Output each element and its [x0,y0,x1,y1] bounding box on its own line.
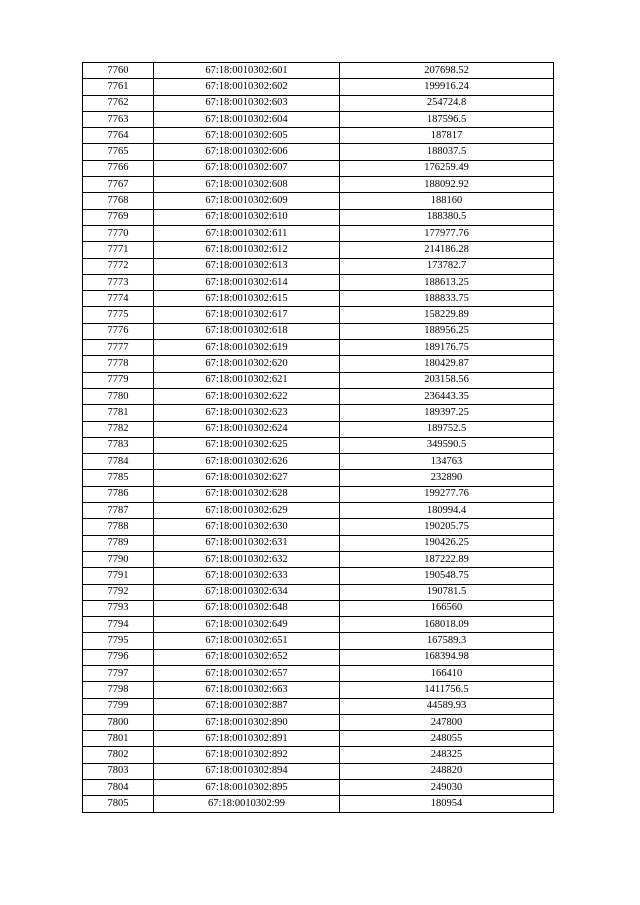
cadastral-number-cell: 67:18:0010302:648 [154,600,340,616]
value-cell: 189752.5 [340,421,554,437]
value-cell: 199916.24 [340,79,554,95]
row-number-cell: 7794 [83,617,154,633]
value-cell: 190426.25 [340,535,554,551]
table-row [83,128,554,144]
value-cell: 190205.75 [340,519,554,535]
cadastral-number-cell: 67:18:0010302:887 [154,698,340,714]
value-cell: 214186.28 [340,242,554,258]
cadastral-number-cell: 67:18:0010302:652 [154,649,340,665]
table-row [83,731,554,747]
value-cell: 188092.92 [340,177,554,193]
row-number-cell: 7804 [83,780,154,796]
cadastral-number-cell: 67:18:0010302:632 [154,551,340,567]
cadastral-number-cell: 67:18:0010302:628 [154,486,340,502]
cadastral-number-cell: 67:18:0010302:612 [154,242,340,258]
row-number-cell: 7781 [83,405,154,421]
cadastral-number-cell: 67:18:0010302:630 [154,519,340,535]
cadastral-number-cell: 67:18:0010302:634 [154,584,340,600]
row-number-cell: 7797 [83,665,154,681]
value-cell: 236443.35 [340,388,554,404]
row-number-cell: 7764 [83,128,154,144]
cadastral-number-cell: 67:18:0010302:605 [154,128,340,144]
table-row [83,763,554,779]
cadastral-number-cell: 67:18:0010302:895 [154,780,340,796]
cadastral-number-cell: 67:18:0010302:608 [154,177,340,193]
row-number-cell: 7785 [83,470,154,486]
table-row [83,307,554,323]
value-cell: 187222.89 [340,551,554,567]
row-number-cell: 7769 [83,209,154,225]
row-number-cell: 7792 [83,584,154,600]
table-row [83,225,554,241]
cadastral-number-cell: 67:18:0010302:651 [154,633,340,649]
row-number-cell: 7767 [83,177,154,193]
row-number-cell: 7768 [83,193,154,209]
cadastral-number-cell: 67:18:0010302:623 [154,405,340,421]
value-cell: 189397.25 [340,405,554,421]
cadastral-number-cell: 67:18:0010302:618 [154,323,340,339]
row-number-cell: 7803 [83,763,154,779]
cadastral-number-cell: 67:18:0010302:613 [154,258,340,274]
value-cell: 44589.93 [340,698,554,714]
row-number-cell: 7775 [83,307,154,323]
table-row [83,780,554,796]
row-number-cell: 7782 [83,421,154,437]
table-row [83,747,554,763]
table-row [83,160,554,176]
row-number-cell: 7779 [83,372,154,388]
value-cell: 203158.56 [340,372,554,388]
cadastral-number-cell: 67:18:0010302:606 [154,144,340,160]
table-row [83,470,554,486]
table-row [83,323,554,339]
value-cell: 232890 [340,470,554,486]
table-row [83,291,554,307]
table-row [83,421,554,437]
row-number-cell: 7786 [83,486,154,502]
table-row [83,519,554,535]
table-row [83,111,554,127]
table-row [83,568,554,584]
value-cell: 187817 [340,128,554,144]
cadastral-number-cell: 67:18:0010302:611 [154,225,340,241]
row-number-cell: 7771 [83,242,154,258]
table-row [83,698,554,714]
value-cell: 188380.5 [340,209,554,225]
table-row [83,193,554,209]
row-number-cell: 7772 [83,258,154,274]
table-row [83,356,554,372]
row-number-cell: 7765 [83,144,154,160]
table-row [83,551,554,567]
cadastral-number-cell: 67:18:0010302:663 [154,682,340,698]
table-row [83,633,554,649]
row-number-cell: 7766 [83,160,154,176]
cadastral-number-cell: 67:18:0010302:617 [154,307,340,323]
value-cell: 349590.5 [340,437,554,453]
value-cell: 188956.25 [340,323,554,339]
value-cell: 190781.5 [340,584,554,600]
cadastral-number-cell: 67:18:0010302:607 [154,160,340,176]
table-row [83,340,554,356]
value-cell: 134763 [340,454,554,470]
table-row [83,649,554,665]
row-number-cell: 7795 [83,633,154,649]
table-row [83,79,554,95]
cadastral-number-cell: 67:18:0010302:626 [154,454,340,470]
value-cell: 199277.76 [340,486,554,502]
cadastral-number-cell: 67:18:0010302:629 [154,503,340,519]
row-number-cell: 7788 [83,519,154,535]
cadastral-number-cell: 67:18:0010302:604 [154,111,340,127]
value-cell: 180954 [340,796,554,812]
cadastral-number-cell: 67:18:0010302:622 [154,388,340,404]
cadastral-number-cell: 67:18:0010302:620 [154,356,340,372]
table-row [83,274,554,290]
value-cell: 247800 [340,714,554,730]
value-cell: 168394.98 [340,649,554,665]
table-row [83,796,554,812]
value-cell: 188833.75 [340,291,554,307]
value-cell: 173782.7 [340,258,554,274]
table-row [83,405,554,421]
table-row [83,535,554,551]
table-row [83,665,554,681]
cadastral-number-cell: 67:18:0010302:625 [154,437,340,453]
cadastral-number-cell: 67:18:0010302:657 [154,665,340,681]
table-row [83,600,554,616]
cadastral-number-cell: 67:18:0010302:892 [154,747,340,763]
table-row [83,437,554,453]
table-row [83,63,554,79]
table-row [83,714,554,730]
cadastral-number-cell: 67:18:0010302:601 [154,63,340,79]
row-number-cell: 7762 [83,95,154,111]
table-row [83,486,554,502]
cadastral-number-cell: 67:18:0010302:610 [154,209,340,225]
row-number-cell: 7778 [83,356,154,372]
cadastral-value-table [82,62,554,813]
value-cell: 254724.8 [340,95,554,111]
table-row [83,454,554,470]
table-body [83,63,554,813]
value-cell: 177977.76 [340,225,554,241]
row-number-cell: 7761 [83,79,154,95]
row-number-cell: 7799 [83,698,154,714]
row-number-cell: 7801 [83,731,154,747]
value-cell: 248820 [340,763,554,779]
value-cell: 189176.75 [340,340,554,356]
value-cell: 188037.5 [340,144,554,160]
cadastral-number-cell: 67:18:0010302:631 [154,535,340,551]
cadastral-number-cell: 67:18:0010302:649 [154,617,340,633]
row-number-cell: 7763 [83,111,154,127]
cadastral-number-cell: 67:18:0010302:619 [154,340,340,356]
row-number-cell: 7780 [83,388,154,404]
value-cell: 248325 [340,747,554,763]
table-row [83,209,554,225]
cadastral-number-cell: 67:18:0010302:890 [154,714,340,730]
value-cell: 166410 [340,665,554,681]
value-cell: 187596.5 [340,111,554,127]
value-cell: 249030 [340,780,554,796]
table-row [83,584,554,600]
row-number-cell: 7789 [83,535,154,551]
value-cell: 190548.75 [340,568,554,584]
cadastral-number-cell: 67:18:0010302:609 [154,193,340,209]
value-cell: 167589.3 [340,633,554,649]
row-number-cell: 7790 [83,551,154,567]
table-row [83,95,554,111]
value-cell: 158229.89 [340,307,554,323]
row-number-cell: 7793 [83,600,154,616]
cadastral-number-cell: 67:18:0010302:602 [154,79,340,95]
cadastral-number-cell: 67:18:0010302:614 [154,274,340,290]
table-row [83,617,554,633]
table-row [83,372,554,388]
table-row [83,177,554,193]
table-row [83,388,554,404]
value-cell: 180994.4 [340,503,554,519]
value-cell: 248055 [340,731,554,747]
value-cell: 207698.52 [340,63,554,79]
row-number-cell: 7787 [83,503,154,519]
row-number-cell: 7770 [83,225,154,241]
row-number-cell: 7805 [83,796,154,812]
row-number-cell: 7773 [83,274,154,290]
value-cell: 188613.25 [340,274,554,290]
row-number-cell: 7760 [83,63,154,79]
cadastral-number-cell: 67:18:0010302:891 [154,731,340,747]
cadastral-number-cell: 67:18:0010302:615 [154,291,340,307]
value-cell: 180429.87 [340,356,554,372]
row-number-cell: 7800 [83,714,154,730]
row-number-cell: 7791 [83,568,154,584]
table-row [83,242,554,258]
row-number-cell: 7776 [83,323,154,339]
table-row [83,682,554,698]
row-number-cell: 7796 [83,649,154,665]
cadastral-number-cell: 67:18:0010302:603 [154,95,340,111]
value-cell: 1411756.5 [340,682,554,698]
cadastral-number-cell: 67:18:0010302:894 [154,763,340,779]
row-number-cell: 7777 [83,340,154,356]
cadastral-number-cell: 67:18:0010302:624 [154,421,340,437]
row-number-cell: 7802 [83,747,154,763]
cadastral-number-cell: 67:18:0010302:627 [154,470,340,486]
cadastral-number-cell: 67:18:0010302:621 [154,372,340,388]
cadastral-number-cell: 67:18:0010302:99 [154,796,340,812]
value-cell: 188160 [340,193,554,209]
cadastral-number-cell: 67:18:0010302:633 [154,568,340,584]
value-cell: 166560 [340,600,554,616]
table-row [83,503,554,519]
row-number-cell: 7784 [83,454,154,470]
row-number-cell: 7798 [83,682,154,698]
row-number-cell: 7783 [83,437,154,453]
table-row [83,144,554,160]
value-cell: 168018.09 [340,617,554,633]
row-number-cell: 7774 [83,291,154,307]
table-row [83,258,554,274]
value-cell: 176259.49 [340,160,554,176]
